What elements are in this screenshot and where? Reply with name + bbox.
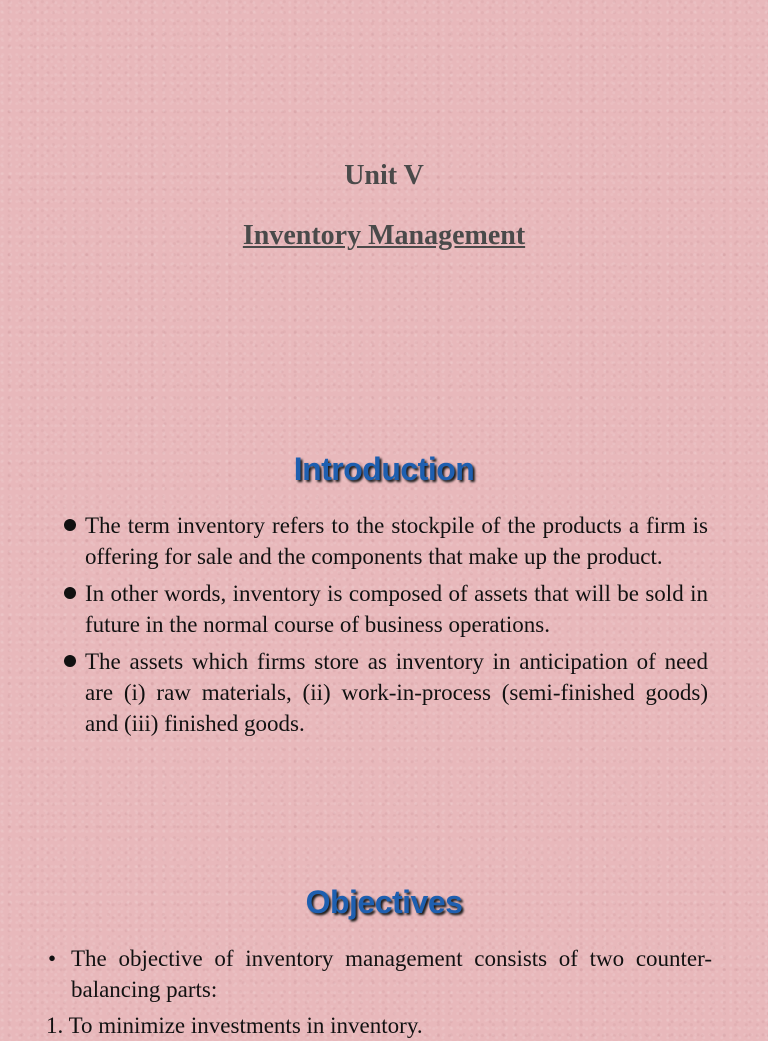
objectives-bullet-list (46, 943, 712, 1005)
objectives-heading: Objectives (305, 884, 463, 920)
list-item (62, 646, 708, 739)
unit-title: Inventory Management (242, 220, 526, 251)
numbered-item: 1. To minimize investments in inventory. (46, 1013, 423, 1038)
introduction-heading: Introduction (293, 451, 475, 487)
list-item (46, 943, 712, 1005)
bullet-text: The assets which firms store as inventory in anticipation of need are (i) raw materials, (ii) work-in-process (semi-finished goods) and (iii) finished goods. (85, 649, 708, 736)
list-item (62, 510, 708, 572)
bullet-dot-icon (64, 655, 76, 667)
bullet-icon: • (48, 946, 57, 971)
bullet-dot-icon (64, 587, 76, 599)
bullet-dot-icon (64, 519, 76, 531)
unit-label: Unit V (344, 160, 424, 191)
bullet-text: The term inventory refers to the stockpile of the products a firm is offering for sale and the components that make up the product. (85, 513, 708, 569)
title-slide (0, 0, 768, 420)
list-item (62, 578, 708, 640)
bullet-text: The objective of inventory management consists of two counter-balancing parts: (71, 946, 712, 1002)
bullet-text: In other words, inventory is composed of assets that will be sold in future in the normal course of business operations. (85, 581, 708, 637)
introduction-bullet-list (62, 510, 708, 745)
